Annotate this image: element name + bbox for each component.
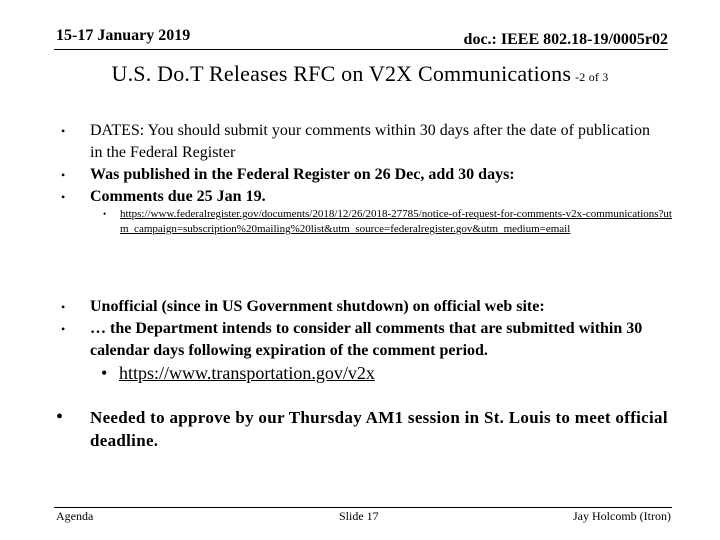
transportation-link[interactable]: https://www.transportation.gov/v2x [119,363,375,383]
sub-bullet-marker: • [101,363,108,383]
bullet-unofficial: Unofficial (since in US Government shutdown) on official web site: [90,298,545,315]
bullet-dates: DATES: You should submit your comments within 30 days after the date of publication in the Federal Register [90,122,650,161]
bullet-marker: • [61,168,66,182]
bullet-marker: • [61,190,66,204]
footer-slide-number: Slide 17 [339,509,379,523]
bullet-marker: • [61,124,66,138]
slide-title-sub: -2 of 3 [575,70,609,84]
slide-title-main: U.S. Do.T Releases RFC on V2X Communications [111,61,572,86]
header-doc-number: doc.: IEEE 802.18-19/0005r02 [463,31,668,48]
footer-left: Agenda [56,509,94,523]
federal-register-link[interactable]: https://www.federalregister.gov/documents/2018/12/26/2018-27785/notice-of-request-for-comments-v2x-communications?utm_campaign=subscription%20mailing%20list&utm_source=federalregister.gov&utm_medium=email [120,208,672,235]
bullet-comments-due: Comments due 25 Jan 19. [90,188,266,205]
bullet-marker: • [56,406,64,428]
bullet-published: Was published in the Federal Register on 26 Dec, add 30 days: [90,166,515,183]
header-divider [54,49,668,50]
slide-title [0,61,720,87]
bullet-department-intends: … the Department intends to consider all comments that are submitted within 30 calendar days following expiration of the comment period. [90,320,643,359]
bullet-deadline: Needed to approve by our Thursday AM1 session in St. Louis to meet official deadline. [90,408,668,450]
footer-author: Jay Holcomb (Itron) [573,509,671,523]
sub-bullet-marker: • [103,209,107,219]
header-date: 15-17 January 2019 [56,27,191,44]
footer-divider [54,507,672,508]
bullet-marker: • [61,300,66,314]
bullet-marker: • [61,322,66,336]
